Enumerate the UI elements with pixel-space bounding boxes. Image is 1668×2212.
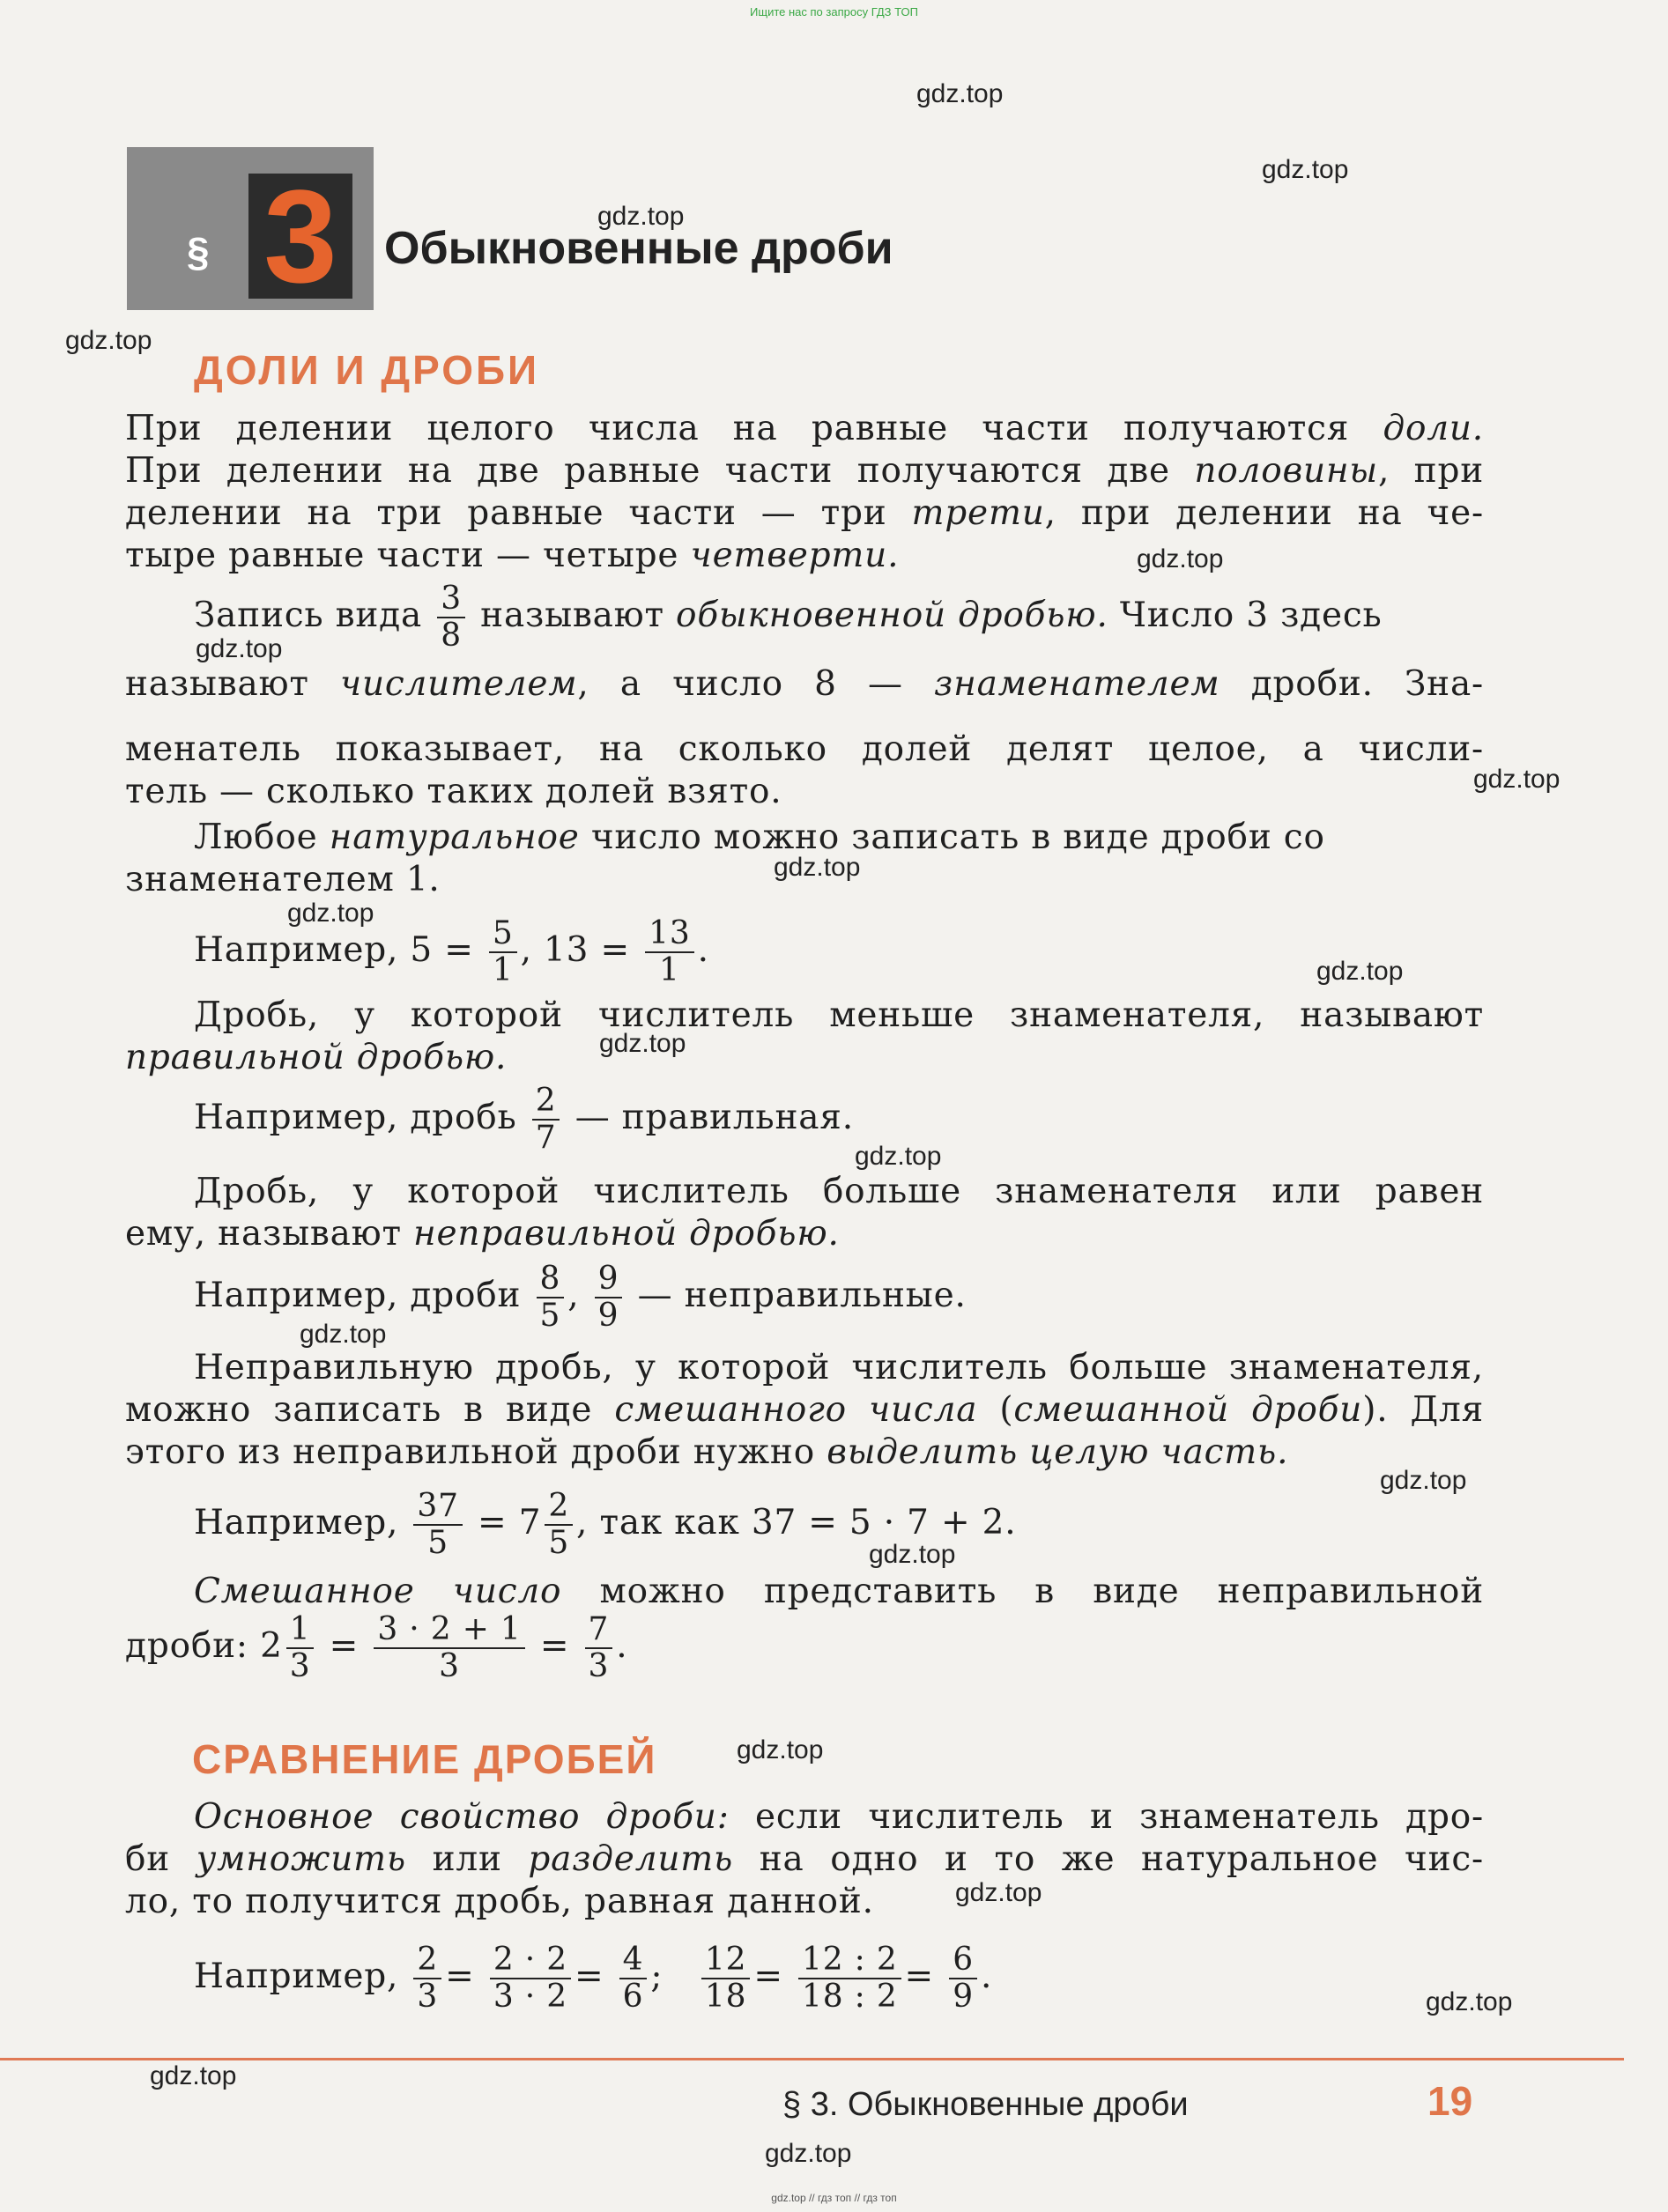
watermark: gdz.top bbox=[955, 1878, 1042, 1907]
p8-line-1: Основное свойство дроби: если числитель и знаменатель дро- bbox=[194, 1797, 1484, 1837]
watermark: gdz.top bbox=[869, 1540, 956, 1569]
chapter-title: Обыкновенные дроби bbox=[384, 223, 893, 274]
p1-line-2: При делении на две равные части получаются две половины, при bbox=[125, 451, 1484, 491]
fraction-3-8: $\frac{3}{8}$ bbox=[437, 581, 465, 654]
p3-line-2: знаменателем 1. bbox=[125, 860, 441, 899]
watermark: gdz.top bbox=[300, 1320, 387, 1349]
fraction-3x2plus1-3: $\frac{3 \cdot 2 + 1}{3}$ bbox=[374, 1612, 524, 1684]
footer-rule bbox=[0, 2058, 1624, 2060]
watermark: gdz.top bbox=[1316, 957, 1404, 986]
watermark: gdz.top bbox=[855, 1142, 942, 1171]
fraction-13-1: $\frac{13}{1}$ bbox=[645, 916, 693, 988]
watermark: gdz.top bbox=[737, 1735, 824, 1764]
p5-line-1: Дробь, у которой числитель больше знаменателя или равен bbox=[194, 1172, 1484, 1211]
section-sign: § bbox=[187, 229, 210, 275]
p2-line-3: менатель показывает, на сколько долей делят целое, а числи- bbox=[125, 729, 1484, 769]
fraction-1-3: $\frac{1}{3}$ bbox=[286, 1612, 315, 1684]
fraction-7-3: $\frac{7}{3}$ bbox=[585, 1612, 613, 1684]
watermark: gdz.top bbox=[287, 899, 374, 928]
p7-line-1: Смешанное число можно представить в виде неправильной bbox=[194, 1572, 1484, 1611]
section-number: 3 bbox=[248, 174, 352, 299]
watermark: gdz.top bbox=[599, 1029, 686, 1058]
fraction-2-3: $\frac{2}{3}$ bbox=[413, 1942, 441, 2015]
top-note: Ищите нас по запросу ГДЗ ТОП bbox=[750, 5, 918, 18]
p2-line-4: тель — сколько таких долей взято. bbox=[125, 772, 782, 811]
running-footer: § 3. Обыкновенные дроби bbox=[782, 2086, 1189, 2123]
p6-line-1: Неправильную дробь, у которой числитель больше знаменателя, bbox=[194, 1348, 1484, 1387]
fraction-6-9: $\frac{6}{9}$ bbox=[949, 1942, 977, 2015]
example-mixed-number: Например, $\frac{37}{5}$ = 7 $\frac{2}{5}$ , так как 37 = 5 · 7 + 2. bbox=[194, 1488, 1017, 1561]
watermark: gdz.top bbox=[597, 202, 685, 231]
watermark: gdz.top bbox=[1426, 1987, 1513, 2016]
p8-line-2: би умножить или разделить на одно и то же натуральное чис- bbox=[125, 1839, 1484, 1879]
p2-line-2: называют числителем, а число 8 — знаменателем дроби. Зна- bbox=[125, 664, 1484, 704]
example-natural-as-fraction: Например, 5 = $\frac{5}{1}$ , 13 = $\frac{13}{1}$ . bbox=[194, 915, 709, 988]
example-improper-fractions: Например, дроби $\frac{8}{5}$ , $\frac{9}{9}$ — неправильные. bbox=[194, 1261, 967, 1334]
page-number: 19 bbox=[1427, 2078, 1473, 2124]
watermark: gdz.top bbox=[65, 326, 152, 355]
fraction-8-5: $\frac{8}{5}$ bbox=[537, 1261, 565, 1334]
example-basic-property: Например, $\frac{2}{3}$ = $\frac{2 \cdot 2}{3 \cdot 2}$ = $\frac{4}{6}$ ; $\frac{12}{18}$ = $\frac{12 : 2}{18 : 2}$ = $\frac{6}{9}$ . bbox=[194, 1942, 993, 2015]
p6-line-3: этого из неправильной дроби нужно выделить целую часть. bbox=[125, 1432, 1289, 1472]
section-badge bbox=[127, 147, 374, 310]
fraction-5-1: $\frac{5}{1}$ bbox=[489, 916, 517, 988]
example-proper-fraction: Например, дробь $\frac{2}{7}$ — правильная. bbox=[194, 1083, 854, 1156]
fraction-37-5: $\frac{37}{5}$ bbox=[413, 1489, 462, 1561]
fraction-12-18: $\frac{12}{18}$ bbox=[701, 1942, 750, 2015]
watermark: gdz.top bbox=[1262, 155, 1349, 184]
watermark: gdz.top bbox=[1473, 765, 1561, 794]
p6-line-2: можно записать в виде смешанного числа (смешанной дроби). Для bbox=[125, 1390, 1484, 1430]
fraction-2-7: $\frac{2}{7}$ bbox=[532, 1084, 560, 1156]
p4-line-1: Дробь, у которой числитель меньше знаменателя, называют bbox=[194, 995, 1484, 1035]
p8-line-3: ло, то получится дробь, равная данной. bbox=[125, 1882, 874, 1921]
p5-line-2: ему, называют неправильной дробью. bbox=[125, 1214, 840, 1254]
watermark: gdz.top bbox=[765, 2139, 852, 2168]
watermark: gdz.top bbox=[1137, 544, 1224, 573]
watermark: gdz.top bbox=[774, 853, 861, 882]
p4-line-2: правильной дробью. bbox=[125, 1038, 508, 1077]
p1-line-4: тыре равные части — четыре четверти. bbox=[125, 536, 900, 575]
watermark: gdz.top bbox=[150, 2061, 237, 2090]
watermark: gdz.top bbox=[196, 634, 283, 663]
watermark: gdz.top bbox=[916, 79, 1004, 108]
p7-line-2: дроби: 2 $\frac{1}{3}$ = $\frac{3 \cdot 2 + 1}{3}$ = $\frac{7}{3}$ . bbox=[125, 1611, 628, 1684]
fraction-12div2-18div2: $\frac{12 : 2}{18 : 2}$ bbox=[798, 1942, 901, 2015]
subheading-shares-fractions: ДОЛИ И ДРОБИ bbox=[194, 347, 540, 393]
p1-line-3: делении на три равные части — три трети, при делении на че- bbox=[125, 493, 1484, 533]
bottom-note: gdz.top // гдз топ // гдз топ bbox=[771, 2192, 897, 2204]
fraction-9-9: $\frac{9}{9}$ bbox=[595, 1261, 623, 1334]
fraction-4-6: $\frac{4}{6}$ bbox=[619, 1942, 648, 2015]
fraction-2-5: $\frac{2}{5}$ bbox=[545, 1489, 573, 1561]
fraction-2x2-3x2: $\frac{2 \cdot 2}{3 \cdot 2}$ bbox=[490, 1942, 571, 2015]
p3-line-1: Любое натуральное число можно записать в виде дроби со bbox=[194, 817, 1325, 857]
subheading-comparing-fractions: СРАВНЕНИЕ ДРОБЕЙ bbox=[192, 1736, 657, 1782]
watermark: gdz.top bbox=[1380, 1466, 1467, 1495]
p1-line-1: При делении целого числа на равные части получаются доли. bbox=[125, 409, 1484, 448]
p2-line-1: Запись вида $\frac{3}{8}$ называют обыкновенной дробью. Число 3 здесь bbox=[194, 581, 1383, 654]
